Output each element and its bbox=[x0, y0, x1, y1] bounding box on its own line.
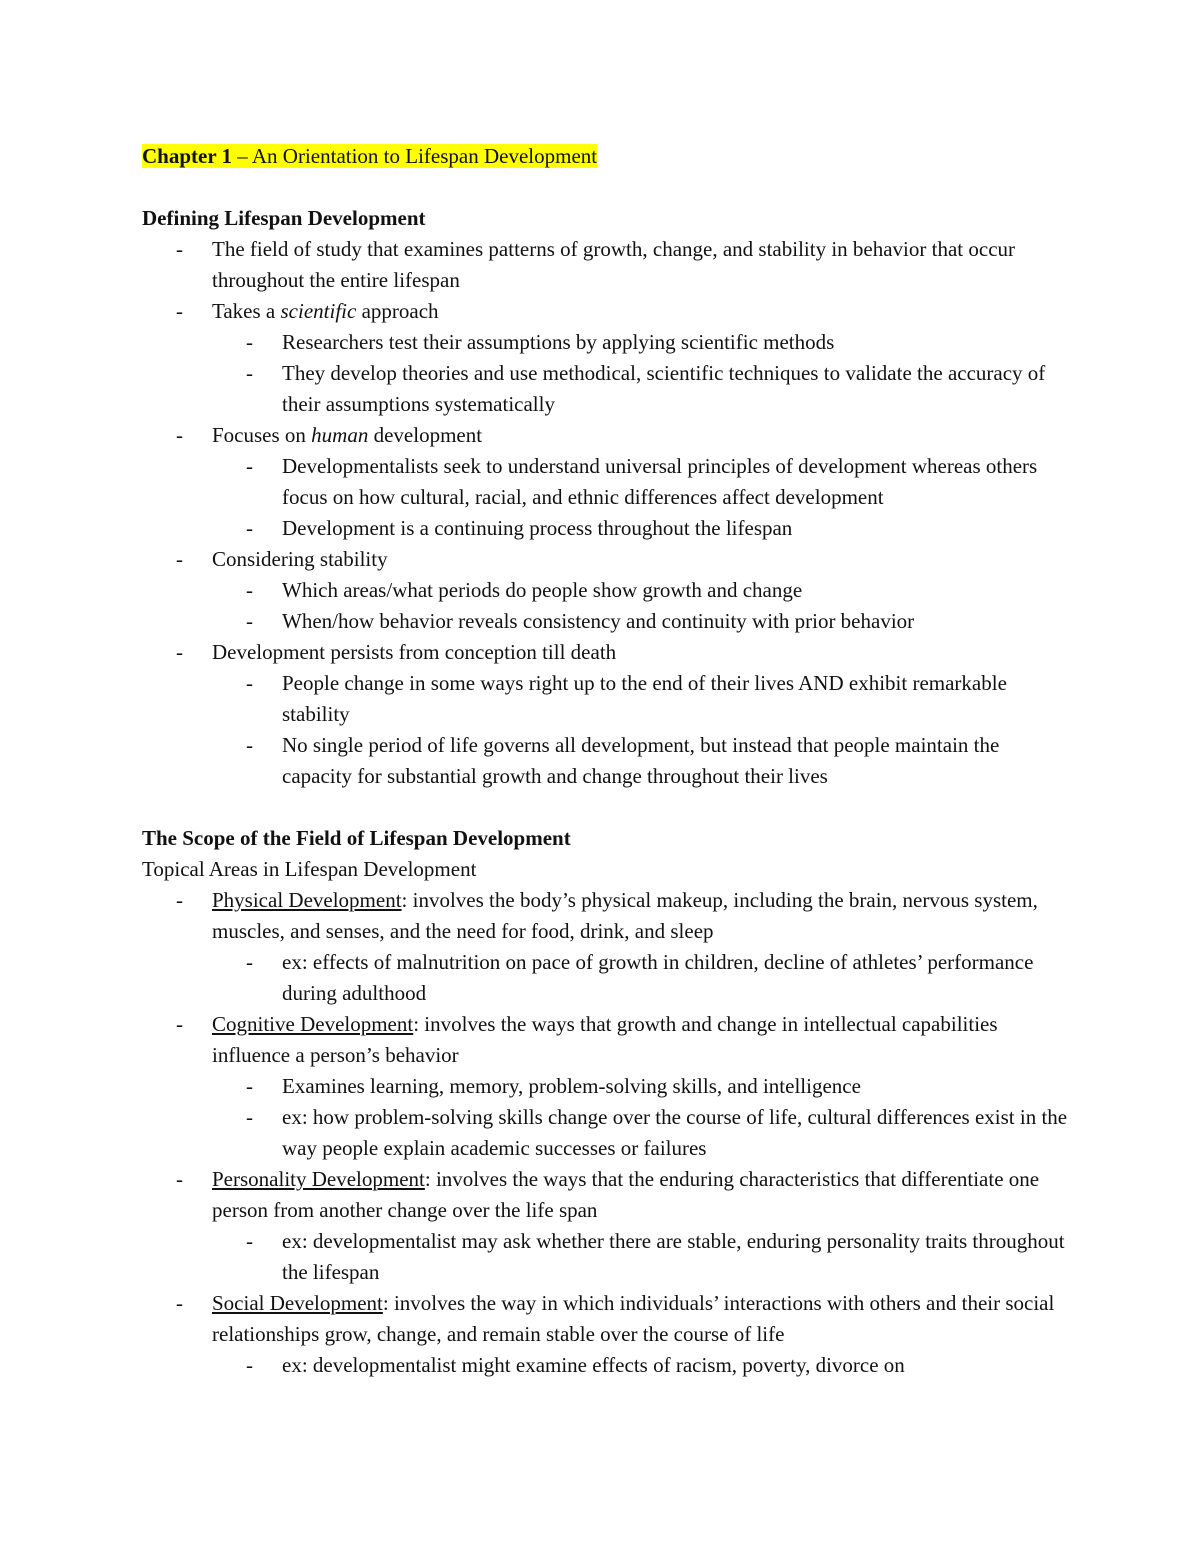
sub-list bbox=[212, 327, 1072, 420]
dash-bullet: - bbox=[246, 671, 253, 695]
chapter-label: Chapter 1 bbox=[142, 144, 233, 168]
sub-list bbox=[212, 1226, 1072, 1288]
term-description: : involves the body’s physical makeup, including the brain, nervous system, muscles, and senses, and the need for food, drink, and sleep bbox=[212, 888, 1038, 943]
sub-item-text: ex: how problem-solving skills change over the course of life, cultural differences exist in the way people explain academic successes or failures bbox=[282, 1105, 1068, 1160]
topical-areas-list bbox=[142, 885, 1072, 1381]
dash-bullet: - bbox=[176, 237, 183, 261]
sub-item-text: Developmentalists seek to understand universal principles of development whereas others focus on how cultural, racial, and ethnic differences affect development bbox=[282, 454, 1038, 509]
list-item bbox=[142, 234, 1072, 296]
dash-bullet: - bbox=[246, 1353, 253, 1377]
section-heading-scope: The Scope of the Field of Lifespan Development bbox=[142, 826, 571, 850]
dash-bullet: - bbox=[176, 547, 183, 571]
sub-list bbox=[212, 1071, 1072, 1164]
list-item bbox=[142, 1288, 1072, 1381]
sub-list-item bbox=[212, 327, 1072, 358]
defining-list bbox=[142, 234, 1072, 792]
chapter-title: An Orientation to Lifespan Development bbox=[251, 144, 598, 168]
sub-list bbox=[212, 451, 1072, 544]
sub-item-text: People change in some ways right up to the end of their lives AND exhibit remarkable stability bbox=[282, 671, 1007, 726]
sub-item-text: ex: developmentalist may ask whether there are stable, enduring personality traits throughout the lifespan bbox=[282, 1229, 1065, 1284]
sub-list-item bbox=[212, 451, 1072, 513]
sub-list-item bbox=[212, 1226, 1072, 1288]
list-item-text: The field of study that examines patterns of growth, change, and stability in behavior that occur throughout the entire lifespan bbox=[212, 237, 1016, 292]
emphasis-text: human bbox=[311, 423, 369, 447]
list-item bbox=[142, 420, 1072, 544]
sub-list-item bbox=[212, 668, 1072, 730]
sub-list-item bbox=[212, 358, 1072, 420]
emphasis-text: scientific bbox=[280, 299, 357, 323]
dash-bullet: - bbox=[246, 1105, 253, 1129]
dash-bullet: - bbox=[246, 1229, 253, 1253]
sub-item-text: Examines learning, memory, problem-solving skills, and intelligence bbox=[282, 1074, 861, 1098]
sub-item-text: ex: effects of malnutrition on pace of growth in children, decline of athletes’ performance during adulthood bbox=[282, 950, 1034, 1005]
dash-bullet: - bbox=[176, 888, 183, 912]
chapter-highlight bbox=[142, 144, 597, 168]
sub-list bbox=[212, 947, 1072, 1009]
sub-list-item bbox=[212, 1350, 1072, 1381]
sub-item-text: No single period of life governs all development, but instead that people maintain the capacity for substantial growth and change throughout their lives bbox=[282, 733, 1000, 788]
list-item-text: Development persists from conception till death bbox=[212, 640, 617, 664]
sub-item-text: Researchers test their assumptions by applying scientific methods bbox=[282, 330, 835, 354]
list-item bbox=[142, 637, 1072, 792]
dash-bullet: - bbox=[176, 1291, 183, 1315]
term-description: : involves the ways that growth and change in intellectual capabilities influence a person’s behavior bbox=[212, 1012, 998, 1067]
dash-bullet: - bbox=[176, 1012, 183, 1036]
chapter-title-line bbox=[142, 141, 1072, 172]
dash-bullet: - bbox=[176, 640, 183, 664]
sub-list bbox=[212, 575, 1072, 637]
dash-bullet: - bbox=[246, 361, 253, 385]
dash-bullet: - bbox=[246, 516, 253, 540]
sub-list-item bbox=[212, 575, 1072, 606]
dash-bullet: - bbox=[246, 1074, 253, 1098]
dash-bullet: - bbox=[246, 950, 253, 974]
dash-bullet: - bbox=[176, 423, 183, 447]
dash-bullet: - bbox=[246, 733, 253, 757]
sub-list-item bbox=[212, 513, 1072, 544]
term-personality-development: Personality Development bbox=[212, 1167, 425, 1191]
list-item bbox=[142, 296, 1072, 420]
document-content bbox=[142, 141, 1072, 1381]
list-item-text: approach bbox=[356, 299, 439, 323]
list-item-text: Takes a bbox=[212, 299, 281, 323]
sub-item-text: When/how behavior reveals consistency and continuity with prior behavior bbox=[282, 609, 915, 633]
sub-list-item bbox=[212, 1102, 1072, 1164]
list-item bbox=[142, 1009, 1072, 1164]
sub-list bbox=[212, 668, 1072, 792]
list-item-text: Considering stability bbox=[212, 547, 388, 571]
list-item bbox=[142, 1164, 1072, 1288]
sub-item-text: Which areas/what periods do people show growth and change bbox=[282, 578, 803, 602]
list-item-text: Focuses on bbox=[212, 423, 312, 447]
dash-bullet: - bbox=[246, 609, 253, 633]
term-physical-development: Physical Development bbox=[212, 888, 402, 912]
term-cognitive-development: Cognitive Development bbox=[212, 1012, 414, 1036]
term-description: : involves the ways that the enduring characteristics that differentiate one person from another change over the life span bbox=[212, 1167, 1040, 1222]
sub-item-text: ex: developmentalist might examine effects of racism, poverty, divorce on bbox=[282, 1353, 905, 1377]
section-heading-defining: Defining Lifespan Development bbox=[142, 206, 426, 230]
sub-list-item bbox=[212, 730, 1072, 792]
sub-list bbox=[212, 1350, 1072, 1381]
term-description: : involves the way in which individuals’ interactions with others and their social relationships grow, change, and remain stable over the course of life bbox=[212, 1291, 1055, 1346]
dash-bullet: - bbox=[246, 454, 253, 478]
section-subheading-topical: Topical Areas in Lifespan Development bbox=[142, 857, 477, 881]
dash-bullet: - bbox=[176, 1167, 183, 1191]
sub-item-text: Development is a continuing process throughout the lifespan bbox=[282, 516, 793, 540]
chapter-separator: – bbox=[232, 144, 252, 168]
sub-list-item bbox=[212, 947, 1072, 1009]
term-social-development: Social Development bbox=[212, 1291, 383, 1315]
sub-list-item bbox=[212, 606, 1072, 637]
list-item bbox=[142, 544, 1072, 637]
list-item-text: development bbox=[368, 423, 483, 447]
sub-item-text: They develop theories and use methodical, scientific techniques to validate the accuracy of their assumptions systematically bbox=[282, 361, 1046, 416]
dash-bullet: - bbox=[246, 330, 253, 354]
list-item bbox=[142, 885, 1072, 1009]
dash-bullet: - bbox=[176, 299, 183, 323]
sub-list-item bbox=[212, 1071, 1072, 1102]
dash-bullet: - bbox=[246, 578, 253, 602]
